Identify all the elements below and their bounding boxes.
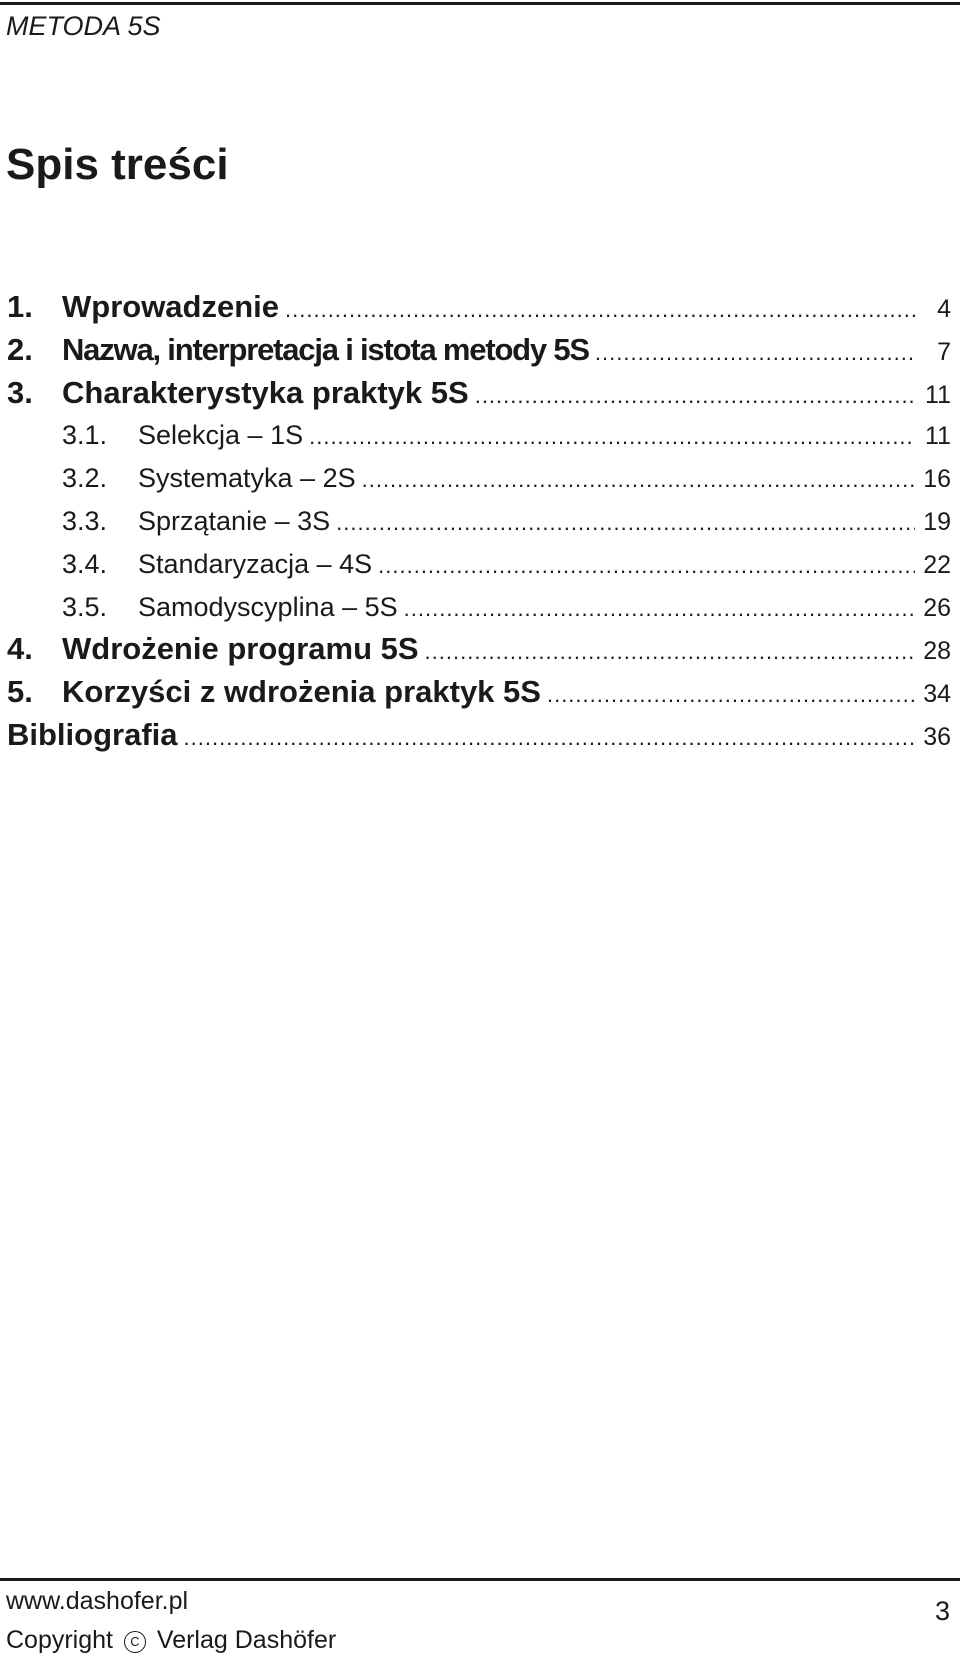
toc-page-number: 11	[925, 422, 951, 451]
toc-page-number: 34	[923, 680, 951, 709]
toc-entry-3-1[interactable]	[7, 414, 951, 457]
toc-page-number: 22	[923, 550, 951, 579]
toc-number: 3.	[7, 374, 33, 410]
toc-page-number: 19	[923, 507, 951, 536]
toc-number: 3.2.	[62, 463, 108, 494]
toc-title: Selekcja – 1S	[138, 420, 304, 451]
toc-page-number: 11	[925, 380, 951, 409]
toc-leader-dots	[595, 332, 915, 375]
page-number: 3	[934, 1596, 950, 1626]
toc-page-number: 4	[937, 295, 951, 323]
copyright-icon: C	[124, 1631, 146, 1653]
toc-title: Systematyka – 2S	[138, 463, 356, 494]
toc-title: Samodyscyplina – 5S	[138, 591, 398, 622]
toc-leader-dots	[475, 375, 915, 418]
toc-number: 4.	[7, 631, 33, 667]
toc-page-number: 36	[923, 722, 951, 751]
toc-page-number: 7	[937, 337, 951, 366]
toc-number: 3.1.	[62, 420, 108, 451]
footer-rule	[0, 1578, 960, 1581]
toc-entry-3-4[interactable]	[7, 543, 951, 586]
toc-leader-dots	[404, 588, 915, 631]
table-of-contents	[7, 286, 951, 757]
toc-entry-5[interactable]	[7, 671, 951, 714]
toc-title: Standaryzacja – 4S	[138, 548, 373, 579]
toc-leader-dots	[336, 502, 915, 545]
toc-title: Wdrożenie programu 5S	[62, 631, 419, 667]
footer-copyright	[6, 1626, 336, 1655]
header-rule	[0, 2, 960, 5]
toc-leader-dots	[378, 545, 915, 588]
toc-leader-dots	[547, 674, 915, 717]
toc-title: Sprzątanie – 3S	[138, 505, 331, 536]
toc-entry-3[interactable]	[7, 372, 951, 415]
copyright-owner: Verlag Dashöfer	[156, 1626, 337, 1654]
toc-number: 1.	[7, 289, 33, 324]
toc-leader-dots	[184, 717, 915, 760]
toc-leader-dots	[425, 631, 915, 674]
toc-page-number: 28	[923, 637, 951, 666]
toc-number: 3.4.	[62, 548, 108, 579]
toc-leader-dots	[285, 289, 915, 332]
toc-number: 3.5.	[62, 591, 108, 622]
toc-number: 5.	[7, 674, 33, 710]
toc-entry-2[interactable]	[7, 329, 951, 372]
toc-number: 2.	[7, 331, 33, 367]
toc-page-number: 16	[923, 465, 951, 494]
toc-leader-dots	[309, 416, 915, 459]
toc-entry-3-5[interactable]	[7, 586, 951, 629]
toc-number: 3.3.	[62, 505, 108, 536]
toc-title: Wprowadzenie	[62, 289, 280, 324]
toc-leader-dots	[362, 459, 915, 502]
toc-entry-4[interactable]	[7, 628, 951, 671]
toc-title: Korzyści z wdrożenia praktyk 5S	[62, 674, 541, 710]
toc-page-number: 26	[923, 593, 951, 622]
toc-entry-3-3[interactable]	[7, 500, 951, 543]
page-title: Spis treści	[6, 140, 229, 189]
running-header: METODA 5S	[6, 11, 161, 41]
toc-entry-bibliography[interactable]	[7, 714, 951, 757]
toc-title: Nazwa, interpretacja i istota metody 5S	[62, 331, 589, 367]
toc-title: Bibliografia	[7, 716, 178, 752]
toc-entry-1[interactable]	[7, 286, 951, 329]
copyright-prefix: Copyright	[6, 1626, 113, 1654]
footer-url: www.dashofer.pl	[6, 1587, 189, 1615]
toc-entry-3-2[interactable]	[7, 457, 951, 500]
toc-title: Charakterystyka praktyk 5S	[62, 374, 469, 410]
